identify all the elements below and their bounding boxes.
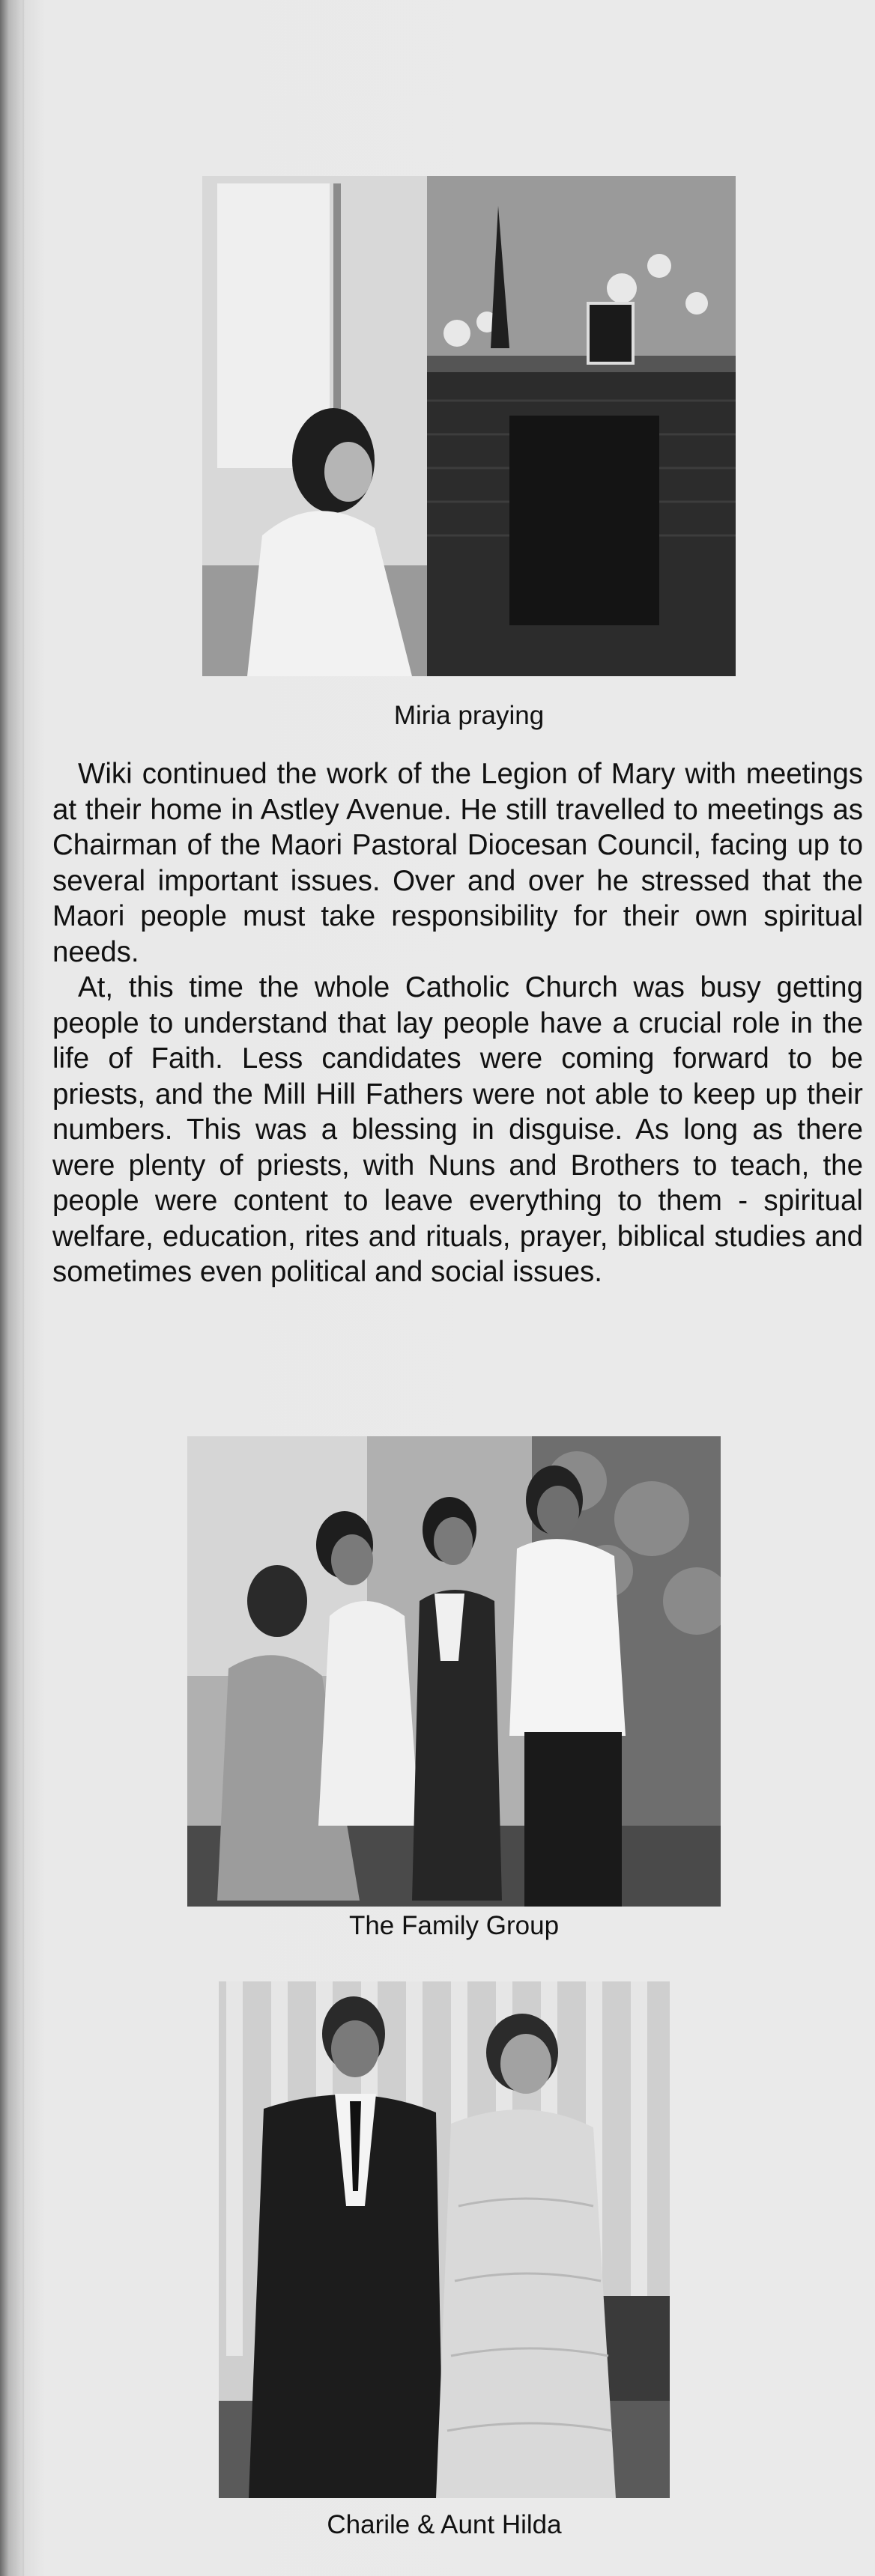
body-text: [52, 756, 863, 1290]
paragraph-lay-people: At, this time the whole Catholic Church was busy getting people to understand that lay people have a crucial role in the life of Faith. Less candidates were coming forward to be priests, and the Mill Hill Fathers were not able to keep up their numbers. This was a blessing in disguise. As long as there were plenty of priests, with Nuns and Brothers to teach, the people were content to leave everything to them - spiritual welfare, education, rites and rituals, prayer, biblical studies and sometimes even political and social issues.: [52, 971, 863, 1288]
photo-charile-aunt-hilda-image: [219, 1981, 670, 2498]
book-gutter: [22, 0, 24, 2576]
caption-charile-aunt-hilda: Charile & Aunt Hilda: [327, 2510, 562, 2539]
photo-miria-praying: [202, 176, 736, 676]
photo-family-group-image: [187, 1436, 721, 1907]
photo-charile-aunt-hilda: [219, 1981, 670, 2498]
caption-family-group: The Family Group: [348, 1911, 560, 1940]
paragraph-legion-of-mary: Wiki continued the work of the Legion of Mary with meetings at their home in Astley Avenue. He still travelled to meetings as Chairman of the Maori Pastoral Diocesan Council, facing up to several important issues. Over and over he stressed that the Maori people must take responsibility for their own spiritual needs.: [52, 758, 863, 968]
photo-family-group: [187, 1436, 721, 1907]
caption-miria-praying: Miria praying: [393, 701, 545, 730]
photo-miria-praying-image: [202, 176, 736, 676]
